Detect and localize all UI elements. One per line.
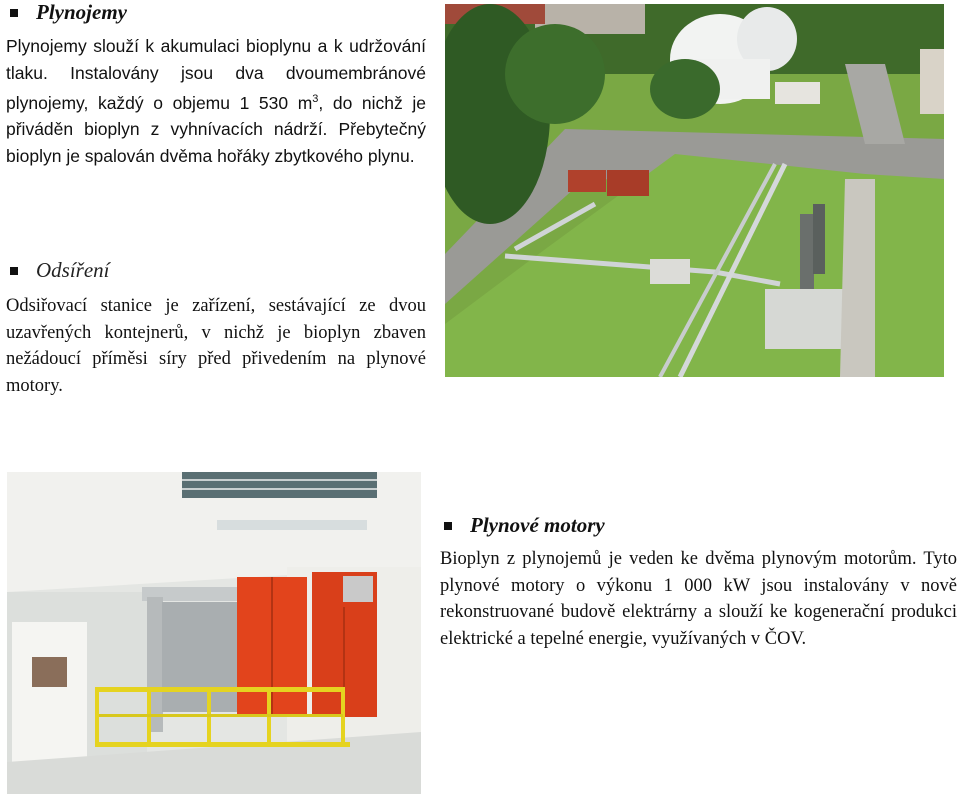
paragraph-motory: Bioplyn z plynojemů je veden ke dvěma plynovým motorům. Tyto plynové motory o výkonu 1 000 kW jsou instalovány v nově rekonstruované budově elektrárny a slouží ke kogenerační produkci elektrické a tepelné energie, využívaných v ČOV. xyxy=(440,549,957,649)
bullet-square-icon xyxy=(10,9,18,17)
heading-motory-text: Plynové motory xyxy=(470,513,605,537)
engine-hall-photo xyxy=(7,472,421,794)
paragraph-plynojemy-part2: , do nichž je přiváděn bioplyn z vyhnívacích nádrží. Přebytečný bioplyn je spalován dvěma hořáky zbytkového plynu. xyxy=(6,92,426,166)
paragraph-plynojemy-part1: Plynojemy slouží k akumulaci bioplynu a k udržování tlaku. Instalovány jsou dva dvoumembránové plynojemy, každý o objemu 1 530 m xyxy=(6,36,426,113)
section-motory xyxy=(440,513,957,652)
section-odsireni xyxy=(6,258,426,399)
section-plynojemy xyxy=(6,0,426,169)
heading-motory xyxy=(440,513,957,538)
heading-plynojemy-text: Plynojemy xyxy=(36,0,127,24)
heading-plynojemy xyxy=(6,0,426,25)
engine-hall-illustration xyxy=(7,472,421,794)
superscript-3: 3 xyxy=(312,93,319,105)
heading-odsireni xyxy=(6,258,426,283)
bullet-square-icon xyxy=(444,522,452,530)
paragraph-odsireni: Odsiřovací stanice je zařízení, sestávající ze dvou uzavřených kontejnerů, v nichž je bioplyn zbaven nežádoucí příměsi síry před přivedením na plynové motory. xyxy=(6,296,426,396)
bullet-square-icon xyxy=(10,267,18,275)
biogas-site-photo xyxy=(445,4,944,377)
heading-odsireni-text: Odsíření xyxy=(36,258,110,282)
paragraph-plynojemy xyxy=(6,33,426,169)
biogas-site-illustration xyxy=(445,4,944,377)
